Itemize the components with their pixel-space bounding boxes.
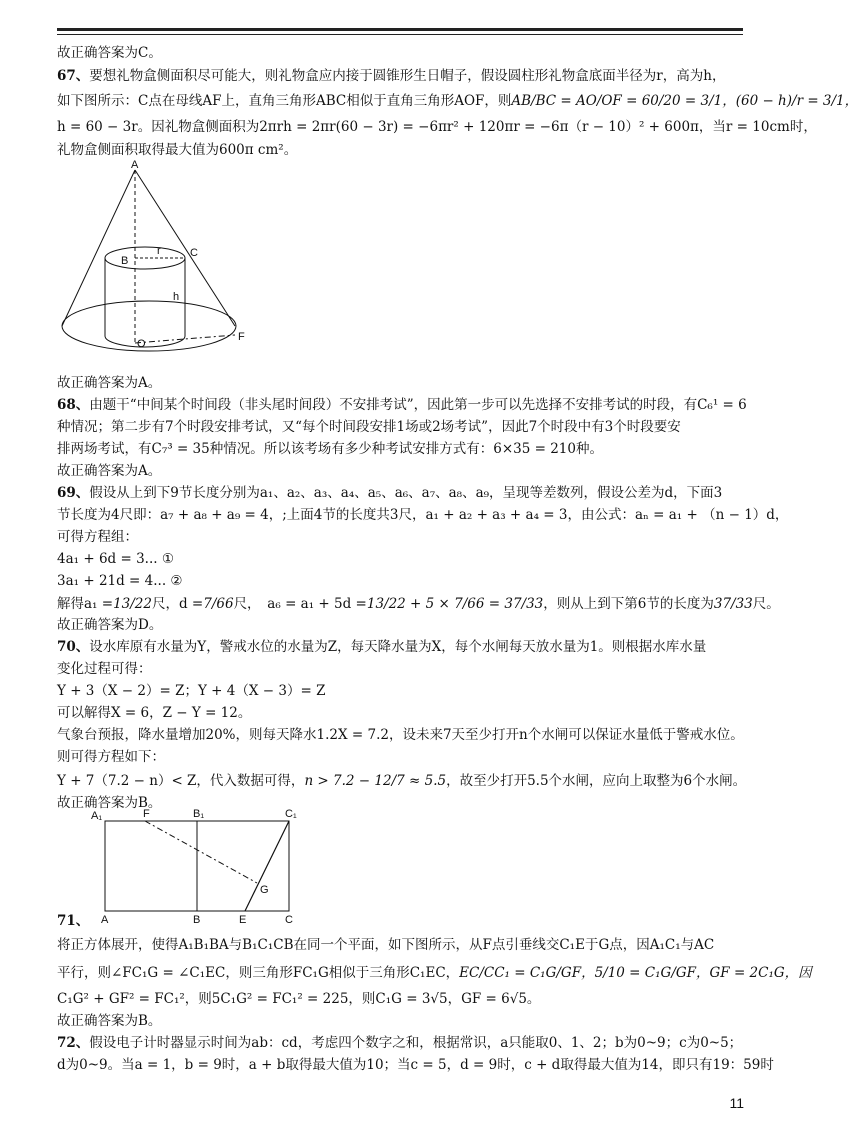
text-span: 尺。 [752, 596, 780, 612]
problem-number: 69、 [57, 485, 90, 501]
label-h: h [173, 291, 180, 303]
label-A1: A₁ [91, 810, 103, 822]
text-span: ，则从上到下第6节的长度为 [543, 596, 714, 612]
text-span: 平行，则∠FC₁G = ∠C₁EC，则三角形FC₁G相似于三角形C₁EC， [57, 965, 460, 981]
text-line: d为0~9。当a = 1，b = 9时，a + b取得最大值为10；当c = 5，d = 9时，c + d取得最大值为14，即只有19：59时 [57, 1057, 774, 1073]
equation-1: 4a₁ + 6d = 3... ① [57, 551, 174, 567]
label-F: F [238, 331, 245, 343]
text-line: 故正确答案为C。 [57, 45, 162, 61]
problem-68-first-line [57, 394, 747, 416]
unfolded-cube-figure [85, 805, 305, 925]
problem-70-first-line [57, 636, 706, 658]
text-line: 故正确答案为A。 [57, 375, 162, 391]
label-F: F [143, 808, 150, 820]
text-line: 故正确答案为B。 [57, 795, 162, 811]
problem-71-number [57, 910, 89, 932]
header-rule-thin [57, 34, 743, 35]
formula: 37/33 [713, 596, 753, 612]
problem-69-first-line [57, 482, 722, 504]
problem-number: 68、 [57, 397, 90, 413]
text-line [57, 90, 858, 112]
text-line: 排两场考试，有C₇³ = 35种情况。所以该考场有多少种考试安排方式有：6×35 = 210种。 [57, 441, 603, 457]
text-line [57, 962, 812, 984]
label-B1: B₁ [193, 808, 205, 820]
problem-number: 71、 [57, 913, 90, 929]
text-line: 可得方程组： [57, 529, 138, 545]
header-rule-thick [57, 28, 743, 31]
text-span: ，故至少打开5.5个水闸，应向上取整为6个水闸。 [446, 773, 747, 789]
label-A: A [131, 159, 139, 171]
formula: 7/66 [203, 596, 234, 612]
label-B: B [121, 255, 129, 267]
text-line: C₁G² + GF² = FC₁²，则5C₁G² = FC₁² = 225，则C₁G = 3√5，GF = 6√5。 [57, 991, 541, 1007]
label-O: O [137, 338, 146, 350]
label-G: G [260, 884, 269, 896]
text-span: 如下图所示：C点在母线AF上，直角三角形ABC相似于直角三角形AOF，则 [57, 93, 512, 109]
text-line: 变化过程可得： [57, 661, 152, 677]
label-A: A [101, 914, 109, 926]
formula: 13/22 [113, 596, 152, 612]
text-line: 则可得方程如下： [57, 749, 165, 765]
text-line: 礼物盒侧面积取得最大值为600π cm²。 [57, 142, 298, 158]
text-line: 种情况；第二步有7个时段安排考试，又“每个时间段安排1场或2场考试”，因此7个时段中有3个时段要安 [57, 419, 681, 435]
text-span: 假设电子计时器显示时间为ab：cd，考虑四个数字之和，根据常识，a只能取0、1、2；b为0~9；c为0~5； [89, 1035, 743, 1051]
problem-number: 70、 [57, 639, 90, 655]
text-span: 尺， a₆ = a₁ + 5d = [233, 596, 367, 612]
problem-number: 72、 [57, 1035, 90, 1051]
text-line: 故正确答案为B。 [57, 1013, 162, 1029]
cone-cylinder-figure [57, 160, 267, 360]
label-E: E [239, 914, 247, 926]
label-C: C [190, 247, 198, 259]
problem-67-first-line [57, 65, 725, 87]
label-B: B [193, 914, 201, 926]
text-span: 由题干“中间某个时间段（非头尾时间段）不安排考试”，因此第一步可以先选择不安排考试的时段，有C₆¹ = 6 [89, 397, 747, 413]
text-line: 将正方体展开，使得A₁B₁BA与B₁C₁CB在同一个平面，如下图所示，从F点引垂线交C₁E于G点，因A₁C₁与AC [57, 937, 715, 953]
page-number: 11 [729, 1095, 744, 1111]
text-span: 解得a₁ = [57, 596, 114, 612]
label-C1: C₁ [285, 808, 297, 820]
problem-72-first-line [57, 1032, 742, 1054]
label-r: r [157, 245, 161, 257]
equation-2: 3a₁ + 21d = 4... ② [57, 573, 183, 589]
formula: EC/CC₁ = C₁G/GF，5/10 = C₁G/GF，GF = 2C₁G，因 [459, 965, 812, 981]
text-span: 设水库原有水量为Y，警戒水位的水量为Z，每天降水量为X，每个水闸每天放水量为1。则根据水库水量 [89, 639, 707, 655]
text-span: Y + 7（7.2 − n）< Z，代入数据可得， [57, 773, 305, 789]
text-line: 气象台预报，降水量增加20%，则每天降水1.2X = 7.2，设未来7天至少打开n个水闸可以保证水量低于警戒水位。 [57, 727, 744, 743]
formula: AB/BC = AO/OF = 60/20 = 3/1，(60 − h)/r = 3/1， [511, 93, 858, 109]
text-span: 尺，d = [151, 596, 204, 612]
formula: n > 7.2 − 12/7 ≈ 5.5 [304, 773, 447, 789]
text-line: 节长度为4尺即：a₇ + a₈ + a₉ = 4，;上面4节的长度共3尺，a₁ + a₂ + a₃ + a₄ = 3，由公式：aₙ = a₁ + （n − 1）d， [57, 507, 789, 523]
text-span: 要想礼物盒侧面积尽可能大，则礼物盒应内接于圆锥形生日帽子，假设圆柱形礼物盒底面半径为r，高为h， [89, 68, 726, 84]
text-line [57, 593, 780, 615]
formula: 13/22 + 5 × 7/66 = 37/33 [366, 596, 544, 612]
text-line: 故正确答案为A。 [57, 463, 162, 479]
problem-number: 67、 [57, 68, 90, 84]
text-span: 假设从上到下9节长度分别为a₁、a₂、a₃、a₄、a₅、a₆、a₇、a₈、a₉，呈现等差数列，假设公差为d，下面3 [89, 485, 723, 501]
text-line: 可以解得X = 6，Z − Y = 12。 [57, 705, 252, 721]
equation: Y + 3（X − 2）= Z；Y + 4（X − 3）= Z [57, 683, 326, 699]
text-line: h = 60 − 3r。因礼物盒侧面积为2πrh = 2πr(60 − 3r) = −6πr² + 120πr = −6π（r − 10）² + 600π，当r = 10cm时， [57, 119, 817, 135]
label-C: C [285, 914, 293, 926]
text-line [57, 770, 746, 792]
text-line: 故正确答案为D。 [57, 617, 163, 633]
